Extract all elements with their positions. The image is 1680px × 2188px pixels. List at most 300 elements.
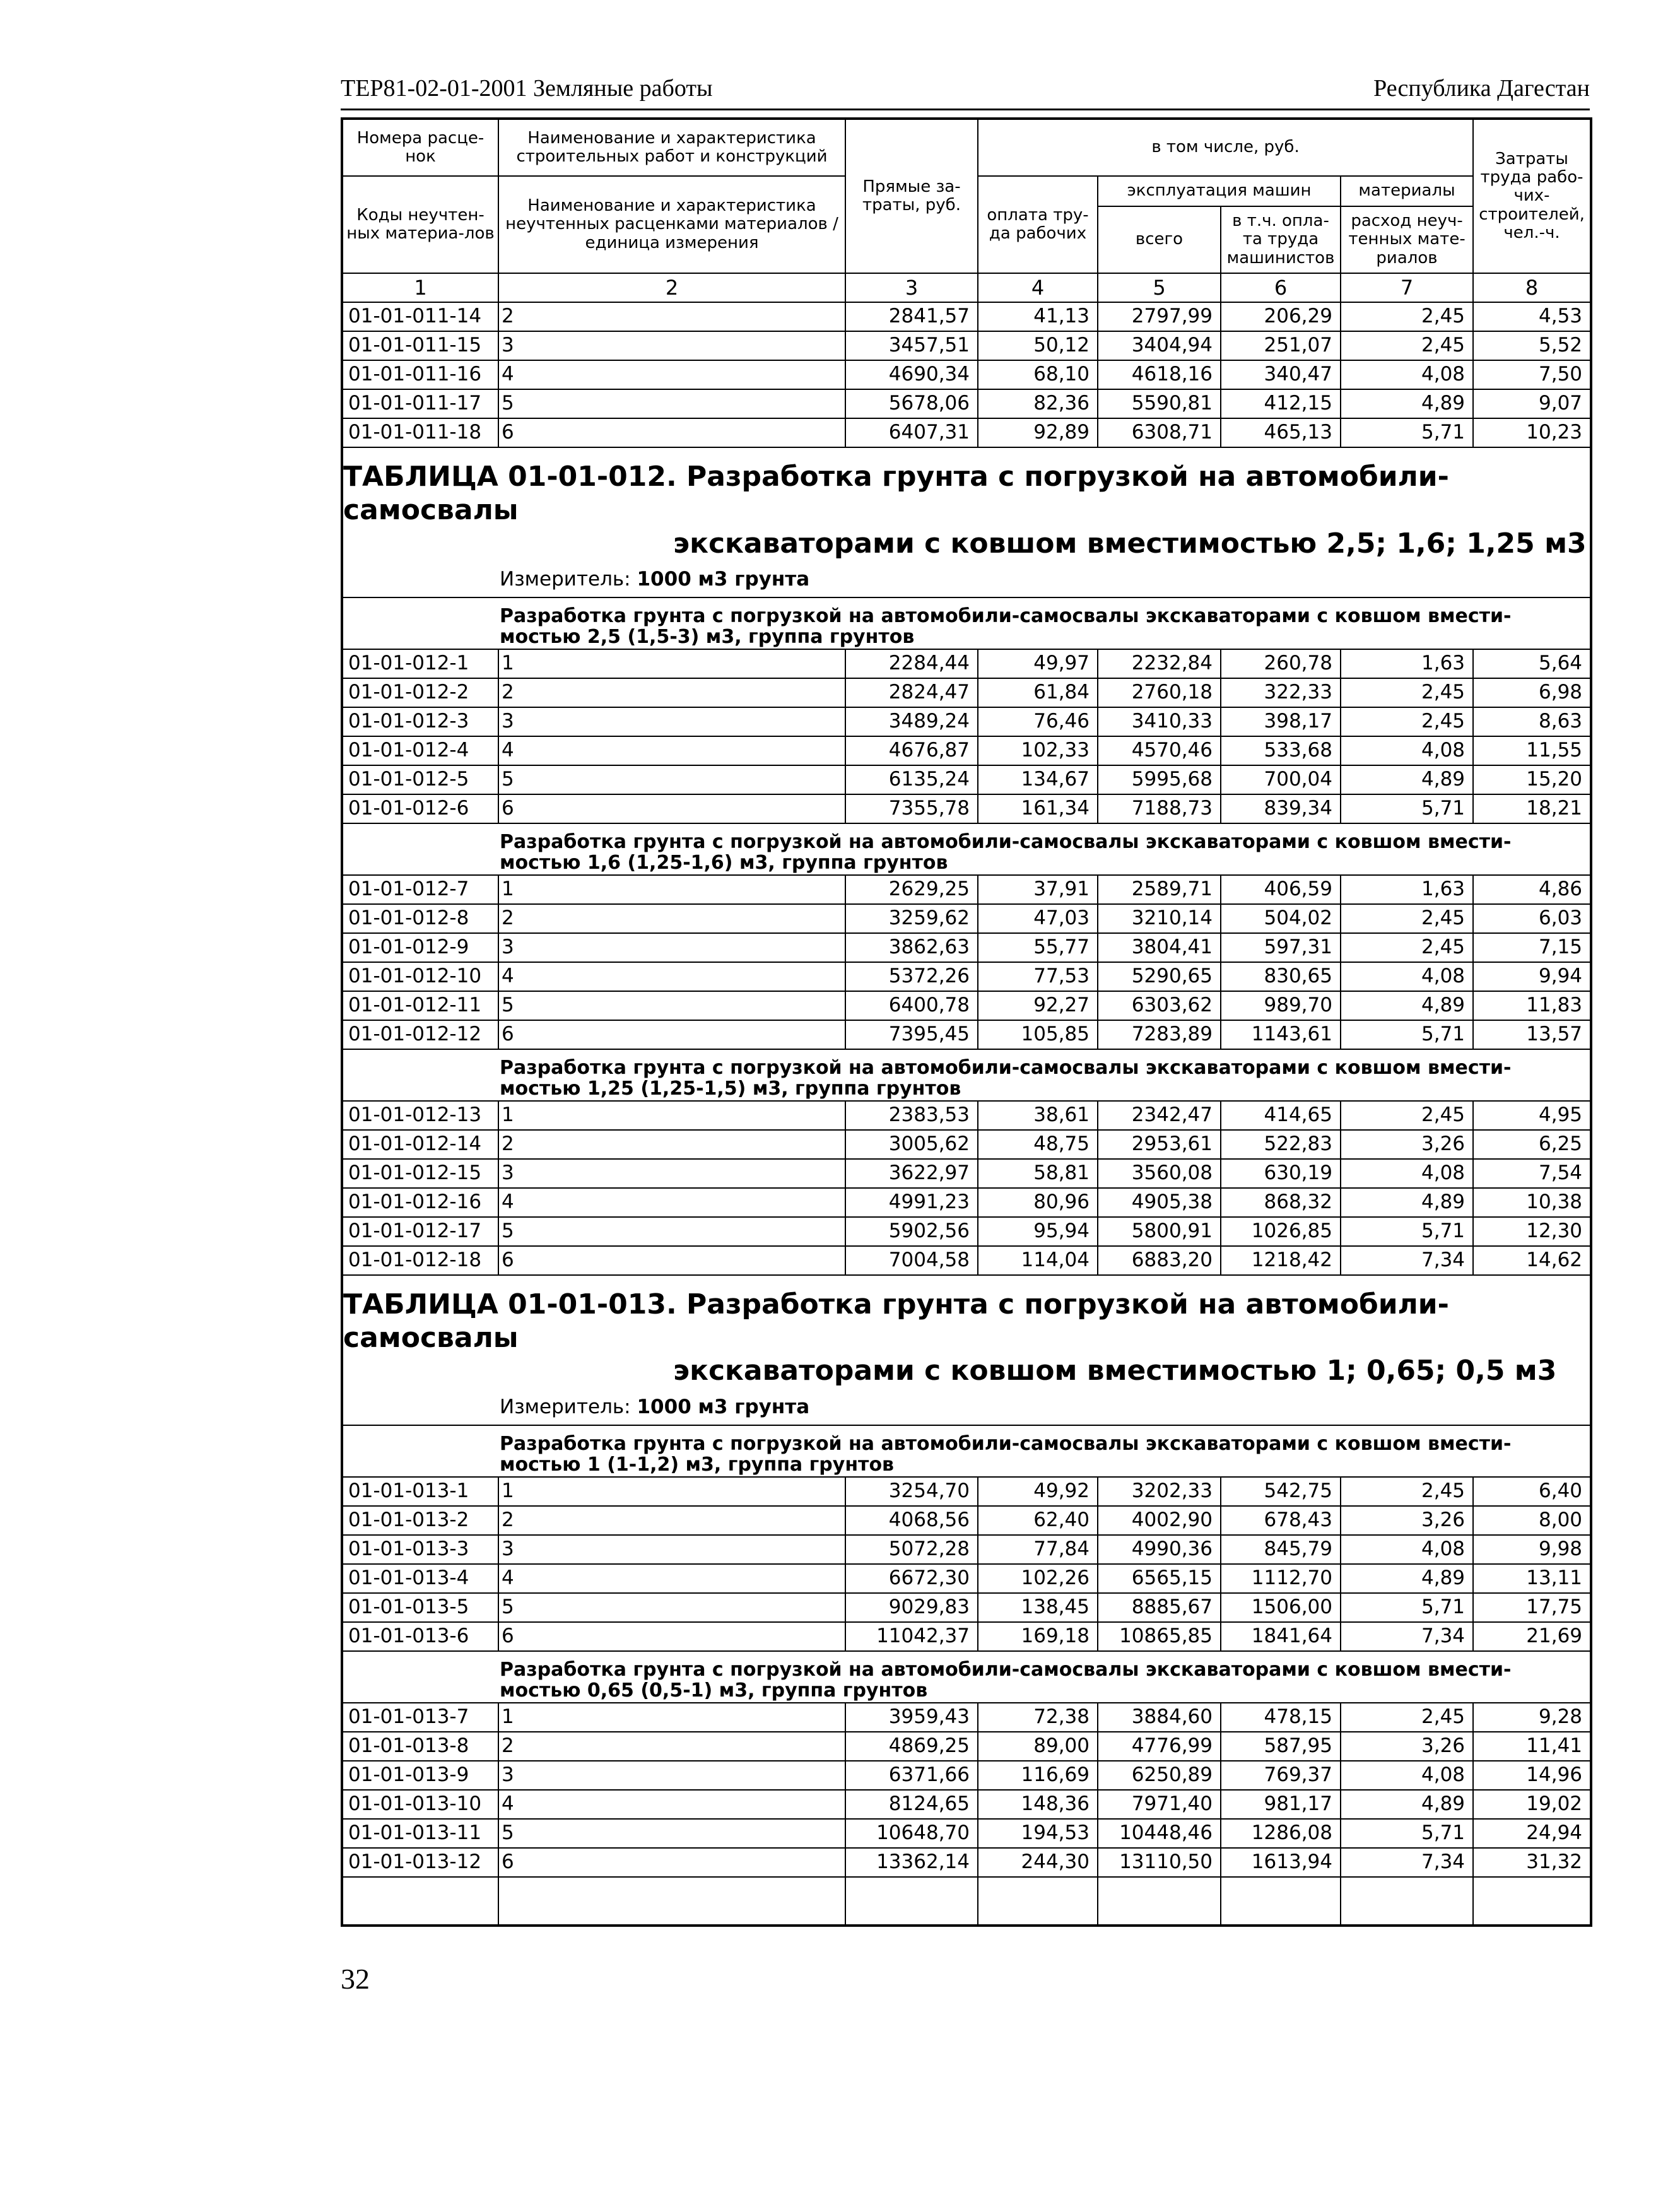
direct-costs-cell: 4869,25	[845, 1732, 978, 1761]
machines-total-cell: 3202,33	[1098, 1477, 1221, 1506]
col2-bottom-header: Наименование и характеристика неучтенных расценками материалов / единица измерения	[498, 176, 845, 273]
labor-wages-cell: 47,03	[978, 904, 1098, 933]
rate-code-cell: 01-01-013-4	[342, 1564, 498, 1593]
direct-costs-cell: 2383,53	[845, 1101, 978, 1130]
labor-wages-cell: 77,53	[978, 962, 1098, 991]
labor-wages-cell: 169,18	[978, 1622, 1098, 1651]
rate-code-cell: 01-01-012-16	[342, 1188, 498, 1217]
labor-hours-cell: 24,94	[1473, 1819, 1591, 1848]
machines-total-cell: 3804,41	[1098, 933, 1221, 962]
rate-code-cell: 01-01-013-3	[342, 1535, 498, 1564]
machine-operators-wages-cell: 981,17	[1221, 1790, 1341, 1819]
materials-cell: 2,45	[1341, 933, 1473, 962]
labor-wages-cell: 55,77	[978, 933, 1098, 962]
labor-hours-cell: 12,30	[1473, 1217, 1591, 1246]
machine-operators-wages-cell: 260,78	[1221, 649, 1341, 678]
table-title-cell	[342, 1275, 1591, 1425]
group-title: Разработка грунта с погрузкой на автомобили-самосвалы экскаваторами с ковшом вмести-мостью 1,6 (1,25-1,6) м3, группа грунтов	[342, 823, 1591, 875]
rate-code-cell: 01-01-012-11	[342, 991, 498, 1020]
labor-hours-cell: 14,62	[1473, 1246, 1591, 1275]
rate-code-cell: 01-01-011-16	[342, 360, 498, 389]
soil-group-cell: 6	[498, 1246, 845, 1275]
labor-hours-cell: 13,57	[1473, 1020, 1591, 1049]
soil-group-cell: 3	[498, 331, 845, 360]
labor-wages-cell: 105,85	[978, 1020, 1098, 1049]
group-title: Разработка грунта с погрузкой на автомобили-самосвалы экскаваторами с ковшом вмести-мостью 1 (1-1,2) м3, группа грунтов	[342, 1425, 1591, 1477]
rate-code-cell: 01-01-013-7	[342, 1703, 498, 1732]
rate-code-cell: 01-01-013-10	[342, 1790, 498, 1819]
header-rule	[341, 109, 1590, 110]
rate-code-cell: 01-01-011-18	[342, 418, 498, 447]
table-title-line-2: экскаваторами с ковшом вместимостью 1; 0,65; 0,5 м3	[673, 1355, 1557, 1387]
machines-total-cell: 4990,36	[1098, 1535, 1221, 1564]
direct-costs-cell: 3489,24	[845, 707, 978, 736]
rate-code-cell: 01-01-012-5	[342, 765, 498, 794]
machine-operators-wages-cell: 700,04	[1221, 765, 1341, 794]
direct-costs-cell: 7004,58	[845, 1246, 978, 1275]
rates-table	[341, 117, 1592, 1927]
materials-cell: 4,89	[1341, 389, 1473, 418]
labor-hours-cell: 17,75	[1473, 1593, 1591, 1622]
table-row	[342, 1020, 1591, 1049]
labor-hours-cell: 6,03	[1473, 904, 1591, 933]
soil-group-cell: 2	[498, 1732, 845, 1761]
labor-wages-cell: 76,46	[978, 707, 1098, 736]
group-title: Разработка грунта с погрузкой на автомобили-самосвалы экскаваторами с ковшом вмести-мостью 0,65 (0,5-1) м3, группа грунтов	[342, 1651, 1591, 1703]
labor-wages-cell: 114,04	[978, 1246, 1098, 1275]
materials-cell: 3,26	[1341, 1506, 1473, 1535]
rate-code-cell: 01-01-012-9	[342, 933, 498, 962]
machines-total-cell: 6883,20	[1098, 1246, 1221, 1275]
table-row	[342, 1101, 1591, 1130]
direct-costs-cell: 3457,51	[845, 331, 978, 360]
rate-code-cell: 01-01-012-10	[342, 962, 498, 991]
direct-costs-cell: 6400,78	[845, 991, 978, 1020]
labor-hours-cell: 7,15	[1473, 933, 1591, 962]
machines-total-cell: 5290,65	[1098, 962, 1221, 991]
empty-cell	[845, 1877, 978, 1926]
table-row	[342, 1622, 1591, 1651]
materials-cell: 5,71	[1341, 1593, 1473, 1622]
machines-total-cell: 4905,38	[1098, 1188, 1221, 1217]
direct-costs-cell: 3622,97	[845, 1159, 978, 1188]
labor-hours-cell: 4,86	[1473, 875, 1591, 904]
table-row	[342, 765, 1591, 794]
machines-group-header: эксплуатация машин	[1098, 176, 1341, 206]
rate-code-cell: 01-01-012-4	[342, 736, 498, 765]
direct-costs-cell: 3259,62	[845, 904, 978, 933]
direct-costs-cell: 2841,57	[845, 302, 978, 331]
empty-cell	[1341, 1877, 1473, 1926]
machines-total-cell: 3410,33	[1098, 707, 1221, 736]
direct-costs-cell: 3959,43	[845, 1703, 978, 1732]
materials-cell: 7,34	[1341, 1622, 1473, 1651]
soil-group-cell: 5	[498, 1217, 845, 1246]
region-name: Республика Дагестан	[1373, 75, 1590, 102]
table-title-line-1: ТАБЛИЦА 01-01-013. Разработка грунта с погрузкой на автомобили-самосвалы	[343, 1288, 1449, 1354]
col3-header: Прямые за-траты, руб.	[845, 119, 978, 273]
measure-unit-value: 1000 м3 грунта	[637, 568, 810, 591]
empty-cell	[1098, 1877, 1221, 1926]
machine-operators-wages-cell: 868,32	[1221, 1188, 1341, 1217]
table-row	[342, 1506, 1591, 1535]
col4-header: оплата тру-да рабочих	[978, 176, 1098, 273]
labor-wages-cell: 37,91	[978, 875, 1098, 904]
labor-wages-cell: 62,40	[978, 1506, 1098, 1535]
table-row	[342, 904, 1591, 933]
table-row	[342, 736, 1591, 765]
materials-cell: 5,71	[1341, 1020, 1473, 1049]
direct-costs-cell: 6371,66	[845, 1761, 978, 1790]
direct-costs-cell: 6672,30	[845, 1564, 978, 1593]
direct-costs-cell: 6135,24	[845, 765, 978, 794]
col5-header: всего	[1098, 206, 1221, 273]
labor-wages-cell: 49,97	[978, 649, 1098, 678]
materials-cell: 4,08	[1341, 962, 1473, 991]
col7-bottom-header: расход неуч-тенных мате-риалов	[1341, 206, 1473, 273]
table-row	[342, 649, 1591, 678]
empty-cell	[498, 1877, 845, 1926]
materials-cell: 2,45	[1341, 331, 1473, 360]
table-row	[342, 933, 1591, 962]
document-code: ТЕР81-02-01-2001 Земляные работы	[341, 75, 713, 102]
soil-group-cell: 2	[498, 302, 845, 331]
column-numbers-row	[342, 273, 1591, 302]
table-row	[342, 1593, 1591, 1622]
labor-hours-cell: 6,98	[1473, 678, 1591, 707]
materials-cell: 4,08	[1341, 1761, 1473, 1790]
soil-group-cell: 5	[498, 389, 845, 418]
table-row	[342, 962, 1591, 991]
materials-cell: 4,08	[1341, 1159, 1473, 1188]
labor-wages-cell: 89,00	[978, 1732, 1098, 1761]
machine-operators-wages-cell: 504,02	[1221, 904, 1341, 933]
labor-wages-cell: 102,33	[978, 736, 1098, 765]
machine-operators-wages-cell: 251,07	[1221, 331, 1341, 360]
machine-operators-wages-cell: 398,17	[1221, 707, 1341, 736]
group-title: Разработка грунта с погрузкой на автомобили-самосвалы экскаваторами с ковшом вмести-мостью 2,5 (1,5-3) м3, группа грунтов	[342, 597, 1591, 649]
empty-cell	[1221, 1877, 1341, 1926]
labor-hours-cell: 6,25	[1473, 1130, 1591, 1159]
machines-total-cell: 7188,73	[1098, 794, 1221, 823]
labor-hours-cell: 7,50	[1473, 360, 1591, 389]
labor-hours-cell: 9,07	[1473, 389, 1591, 418]
labor-hours-cell: 6,40	[1473, 1477, 1591, 1506]
direct-costs-cell: 5372,26	[845, 962, 978, 991]
machines-total-cell: 2232,84	[1098, 649, 1221, 678]
machine-operators-wages-cell: 1841,64	[1221, 1622, 1341, 1651]
soil-group-cell: 1	[498, 875, 845, 904]
machines-total-cell: 4618,16	[1098, 360, 1221, 389]
soil-group-cell: 4	[498, 1564, 845, 1593]
labor-wages-cell: 58,81	[978, 1159, 1098, 1188]
table-row	[342, 1819, 1591, 1848]
soil-group-cell: 3	[498, 1159, 845, 1188]
direct-costs-cell: 4068,56	[845, 1506, 978, 1535]
labor-hours-cell: 14,96	[1473, 1761, 1591, 1790]
machines-total-cell: 2342,47	[1098, 1101, 1221, 1130]
rate-code-cell: 01-01-013-2	[342, 1506, 498, 1535]
machines-total-cell: 6250,89	[1098, 1761, 1221, 1790]
rate-code-cell: 01-01-012-3	[342, 707, 498, 736]
empty-row	[342, 1877, 1591, 1926]
labor-hours-cell: 18,21	[1473, 794, 1591, 823]
table-row	[342, 389, 1591, 418]
column-number: 5	[1098, 273, 1221, 302]
machine-operators-wages-cell: 414,65	[1221, 1101, 1341, 1130]
group-title-row	[342, 823, 1591, 875]
group-title-row	[342, 1425, 1591, 1477]
machines-total-cell: 5800,91	[1098, 1217, 1221, 1246]
column-number: 8	[1473, 273, 1591, 302]
materials-cell: 5,71	[1341, 1819, 1473, 1848]
labor-wages-cell: 61,84	[978, 678, 1098, 707]
materials-cell: 7,34	[1341, 1246, 1473, 1275]
materials-cell: 2,45	[1341, 1703, 1473, 1732]
materials-cell: 4,08	[1341, 360, 1473, 389]
direct-costs-cell: 5678,06	[845, 389, 978, 418]
group-title-row	[342, 597, 1591, 649]
machines-total-cell: 2953,61	[1098, 1130, 1221, 1159]
rate-code-cell: 01-01-012-13	[342, 1101, 498, 1130]
soil-group-cell: 2	[498, 1130, 845, 1159]
col2-top-header: Наименование и характеристика строительных работ и конструкций	[498, 119, 845, 176]
table-row	[342, 1761, 1591, 1790]
soil-group-cell: 6	[498, 1848, 845, 1877]
soil-group-cell: 5	[498, 1819, 845, 1848]
labor-hours-cell: 31,32	[1473, 1848, 1591, 1877]
measure-unit	[343, 560, 1590, 596]
machines-total-cell: 4570,46	[1098, 736, 1221, 765]
incl-group-header: в том числе, руб.	[978, 119, 1473, 176]
machines-total-cell: 6303,62	[1098, 991, 1221, 1020]
labor-hours-cell: 13,11	[1473, 1564, 1591, 1593]
machines-total-cell: 2589,71	[1098, 875, 1221, 904]
labor-wages-cell: 194,53	[978, 1819, 1098, 1848]
rate-code-cell: 01-01-013-8	[342, 1732, 498, 1761]
labor-wages-cell: 82,36	[978, 389, 1098, 418]
rate-code-cell: 01-01-012-6	[342, 794, 498, 823]
machine-operators-wages-cell: 322,33	[1221, 678, 1341, 707]
labor-hours-cell: 9,98	[1473, 1535, 1591, 1564]
machine-operators-wages-cell: 542,75	[1221, 1477, 1341, 1506]
soil-group-cell: 5	[498, 765, 845, 794]
labor-hours-cell: 11,41	[1473, 1732, 1591, 1761]
page-number: 32	[341, 1963, 370, 1995]
soil-group-cell: 5	[498, 991, 845, 1020]
labor-wages-cell: 49,92	[978, 1477, 1098, 1506]
direct-costs-cell: 4991,23	[845, 1188, 978, 1217]
labor-wages-cell: 116,69	[978, 1761, 1098, 1790]
rate-code-cell: 01-01-012-1	[342, 649, 498, 678]
soil-group-cell: 2	[498, 678, 845, 707]
materials-cell: 1,63	[1341, 649, 1473, 678]
direct-costs-cell: 9029,83	[845, 1593, 978, 1622]
materials-cell: 5,71	[1341, 794, 1473, 823]
group-title-row	[342, 1651, 1591, 1703]
materials-cell: 2,45	[1341, 678, 1473, 707]
machine-operators-wages-cell: 769,37	[1221, 1761, 1341, 1790]
labor-wages-cell: 80,96	[978, 1188, 1098, 1217]
labor-hours-cell: 4,95	[1473, 1101, 1591, 1130]
machine-operators-wages-cell: 522,83	[1221, 1130, 1341, 1159]
machine-operators-wages-cell: 597,31	[1221, 933, 1341, 962]
table-row	[342, 1159, 1591, 1188]
machine-operators-wages-cell: 830,65	[1221, 962, 1341, 991]
machine-operators-wages-cell: 340,47	[1221, 360, 1341, 389]
measure-unit-label: Измеритель:	[500, 568, 631, 591]
rate-code-cell: 01-01-013-12	[342, 1848, 498, 1877]
table-title-cell	[342, 447, 1591, 597]
rate-code-cell: 01-01-013-1	[342, 1477, 498, 1506]
materials-cell: 2,45	[1341, 1477, 1473, 1506]
materials-cell: 5,71	[1341, 418, 1473, 447]
direct-costs-cell: 4676,87	[845, 736, 978, 765]
labor-wages-cell: 50,12	[978, 331, 1098, 360]
soil-group-cell: 4	[498, 360, 845, 389]
col1-top-header: Номера расце-нок	[342, 119, 498, 176]
rate-code-cell: 01-01-013-11	[342, 1819, 498, 1848]
labor-wages-cell: 138,45	[978, 1593, 1098, 1622]
column-number: 3	[845, 273, 978, 302]
table-row	[342, 1217, 1591, 1246]
col1-bottom-header: Коды неучтен-ных материа-лов	[342, 176, 498, 273]
table-title-line-2: экскаваторами с ковшом вместимостью 2,5; 1,6; 1,25 м3	[673, 527, 1587, 560]
direct-costs-cell: 13362,14	[845, 1848, 978, 1877]
measure-unit	[343, 1388, 1590, 1424]
labor-wages-cell: 148,36	[978, 1790, 1098, 1819]
header-row-1	[342, 119, 1591, 176]
rate-code-cell: 01-01-012-8	[342, 904, 498, 933]
labor-wages-cell: 77,84	[978, 1535, 1098, 1564]
soil-group-cell: 2	[498, 1506, 845, 1535]
direct-costs-cell: 5902,56	[845, 1217, 978, 1246]
machine-operators-wages-cell: 1026,85	[1221, 1217, 1341, 1246]
table-row	[342, 1188, 1591, 1217]
materials-cell: 3,26	[1341, 1130, 1473, 1159]
machines-total-cell: 3560,08	[1098, 1159, 1221, 1188]
soil-group-cell: 4	[498, 962, 845, 991]
rate-code-cell: 01-01-013-9	[342, 1761, 498, 1790]
machine-operators-wages-cell: 412,15	[1221, 389, 1341, 418]
soil-group-cell: 4	[498, 1790, 845, 1819]
machine-operators-wages-cell: 406,59	[1221, 875, 1341, 904]
labor-hours-cell: 5,52	[1473, 331, 1591, 360]
labor-wages-cell: 72,38	[978, 1703, 1098, 1732]
group-title-row	[342, 1049, 1591, 1101]
direct-costs-cell: 7355,78	[845, 794, 978, 823]
direct-costs-cell: 10648,70	[845, 1819, 978, 1848]
machine-operators-wages-cell: 1286,08	[1221, 1819, 1341, 1848]
direct-costs-cell: 11042,37	[845, 1622, 978, 1651]
materials-cell: 3,26	[1341, 1732, 1473, 1761]
rate-code-cell: 01-01-011-15	[342, 331, 498, 360]
table-row	[342, 1848, 1591, 1877]
col6-header: в т.ч. опла-та труда машинистов	[1221, 206, 1341, 273]
table-title-row	[342, 1275, 1591, 1425]
table-row	[342, 875, 1591, 904]
rate-code-cell: 01-01-012-2	[342, 678, 498, 707]
labor-wages-cell: 92,27	[978, 991, 1098, 1020]
labor-wages-cell: 244,30	[978, 1848, 1098, 1877]
labor-hours-cell: 8,63	[1473, 707, 1591, 736]
materials-cell: 4,89	[1341, 1790, 1473, 1819]
soil-group-cell: 3	[498, 933, 845, 962]
empty-cell	[342, 1877, 498, 1926]
machine-operators-wages-cell: 478,15	[1221, 1703, 1341, 1732]
machine-operators-wages-cell: 989,70	[1221, 991, 1341, 1020]
labor-wages-cell: 41,13	[978, 302, 1098, 331]
machine-operators-wages-cell: 465,13	[1221, 418, 1341, 447]
soil-group-cell: 3	[498, 1535, 845, 1564]
machines-total-cell: 5590,81	[1098, 389, 1221, 418]
table-row	[342, 1790, 1591, 1819]
labor-hours-cell: 19,02	[1473, 1790, 1591, 1819]
rate-code-cell: 01-01-012-18	[342, 1246, 498, 1275]
materials-cell: 4,08	[1341, 1535, 1473, 1564]
table-row	[342, 678, 1591, 707]
soil-group-cell: 1	[498, 1101, 845, 1130]
labor-wages-cell: 95,94	[978, 1217, 1098, 1246]
direct-costs-cell: 3862,63	[845, 933, 978, 962]
rate-code-cell: 01-01-012-17	[342, 1217, 498, 1246]
labor-wages-cell: 92,89	[978, 418, 1098, 447]
machines-total-cell: 8885,67	[1098, 1593, 1221, 1622]
table-row	[342, 1477, 1591, 1506]
soil-group-cell: 6	[498, 1622, 845, 1651]
direct-costs-cell: 2284,44	[845, 649, 978, 678]
machines-total-cell: 7971,40	[1098, 1790, 1221, 1819]
rate-code-cell: 01-01-012-12	[342, 1020, 498, 1049]
table-row	[342, 1130, 1591, 1159]
machines-total-cell: 6308,71	[1098, 418, 1221, 447]
materials-cell: 2,45	[1341, 904, 1473, 933]
soil-group-cell: 6	[498, 418, 845, 447]
column-number: 6	[1221, 273, 1341, 302]
rate-code-cell: 01-01-012-7	[342, 875, 498, 904]
labor-hours-cell: 8,00	[1473, 1506, 1591, 1535]
rate-code-cell: 01-01-013-5	[342, 1593, 498, 1622]
materials-cell: 7,34	[1341, 1848, 1473, 1877]
column-number: 4	[978, 273, 1098, 302]
machines-total-cell: 7283,89	[1098, 1020, 1221, 1049]
labor-hours-cell: 7,54	[1473, 1159, 1591, 1188]
machines-total-cell: 3884,60	[1098, 1703, 1221, 1732]
machines-total-cell: 10448,46	[1098, 1819, 1221, 1848]
machine-operators-wages-cell: 1218,42	[1221, 1246, 1341, 1275]
measure-unit-value: 1000 м3 грунта	[637, 1396, 810, 1419]
machine-operators-wages-cell: 1506,00	[1221, 1593, 1341, 1622]
materials-cell: 2,45	[1341, 707, 1473, 736]
machines-total-cell: 5995,68	[1098, 765, 1221, 794]
table-row	[342, 331, 1591, 360]
direct-costs-cell: 4690,34	[845, 360, 978, 389]
machines-total-cell: 4776,99	[1098, 1732, 1221, 1761]
column-number: 7	[1341, 273, 1473, 302]
soil-group-cell: 6	[498, 794, 845, 823]
soil-group-cell: 2	[498, 904, 845, 933]
direct-costs-cell: 3254,70	[845, 1477, 978, 1506]
machine-operators-wages-cell: 587,95	[1221, 1732, 1341, 1761]
soil-group-cell: 1	[498, 1703, 845, 1732]
machines-total-cell: 3210,14	[1098, 904, 1221, 933]
column-number: 1	[342, 273, 498, 302]
machines-total-cell: 2760,18	[1098, 678, 1221, 707]
materials-cell: 4,89	[1341, 765, 1473, 794]
labor-hours-cell: 9,94	[1473, 962, 1591, 991]
soil-group-cell: 3	[498, 1761, 845, 1790]
empty-cell	[1473, 1877, 1591, 1926]
